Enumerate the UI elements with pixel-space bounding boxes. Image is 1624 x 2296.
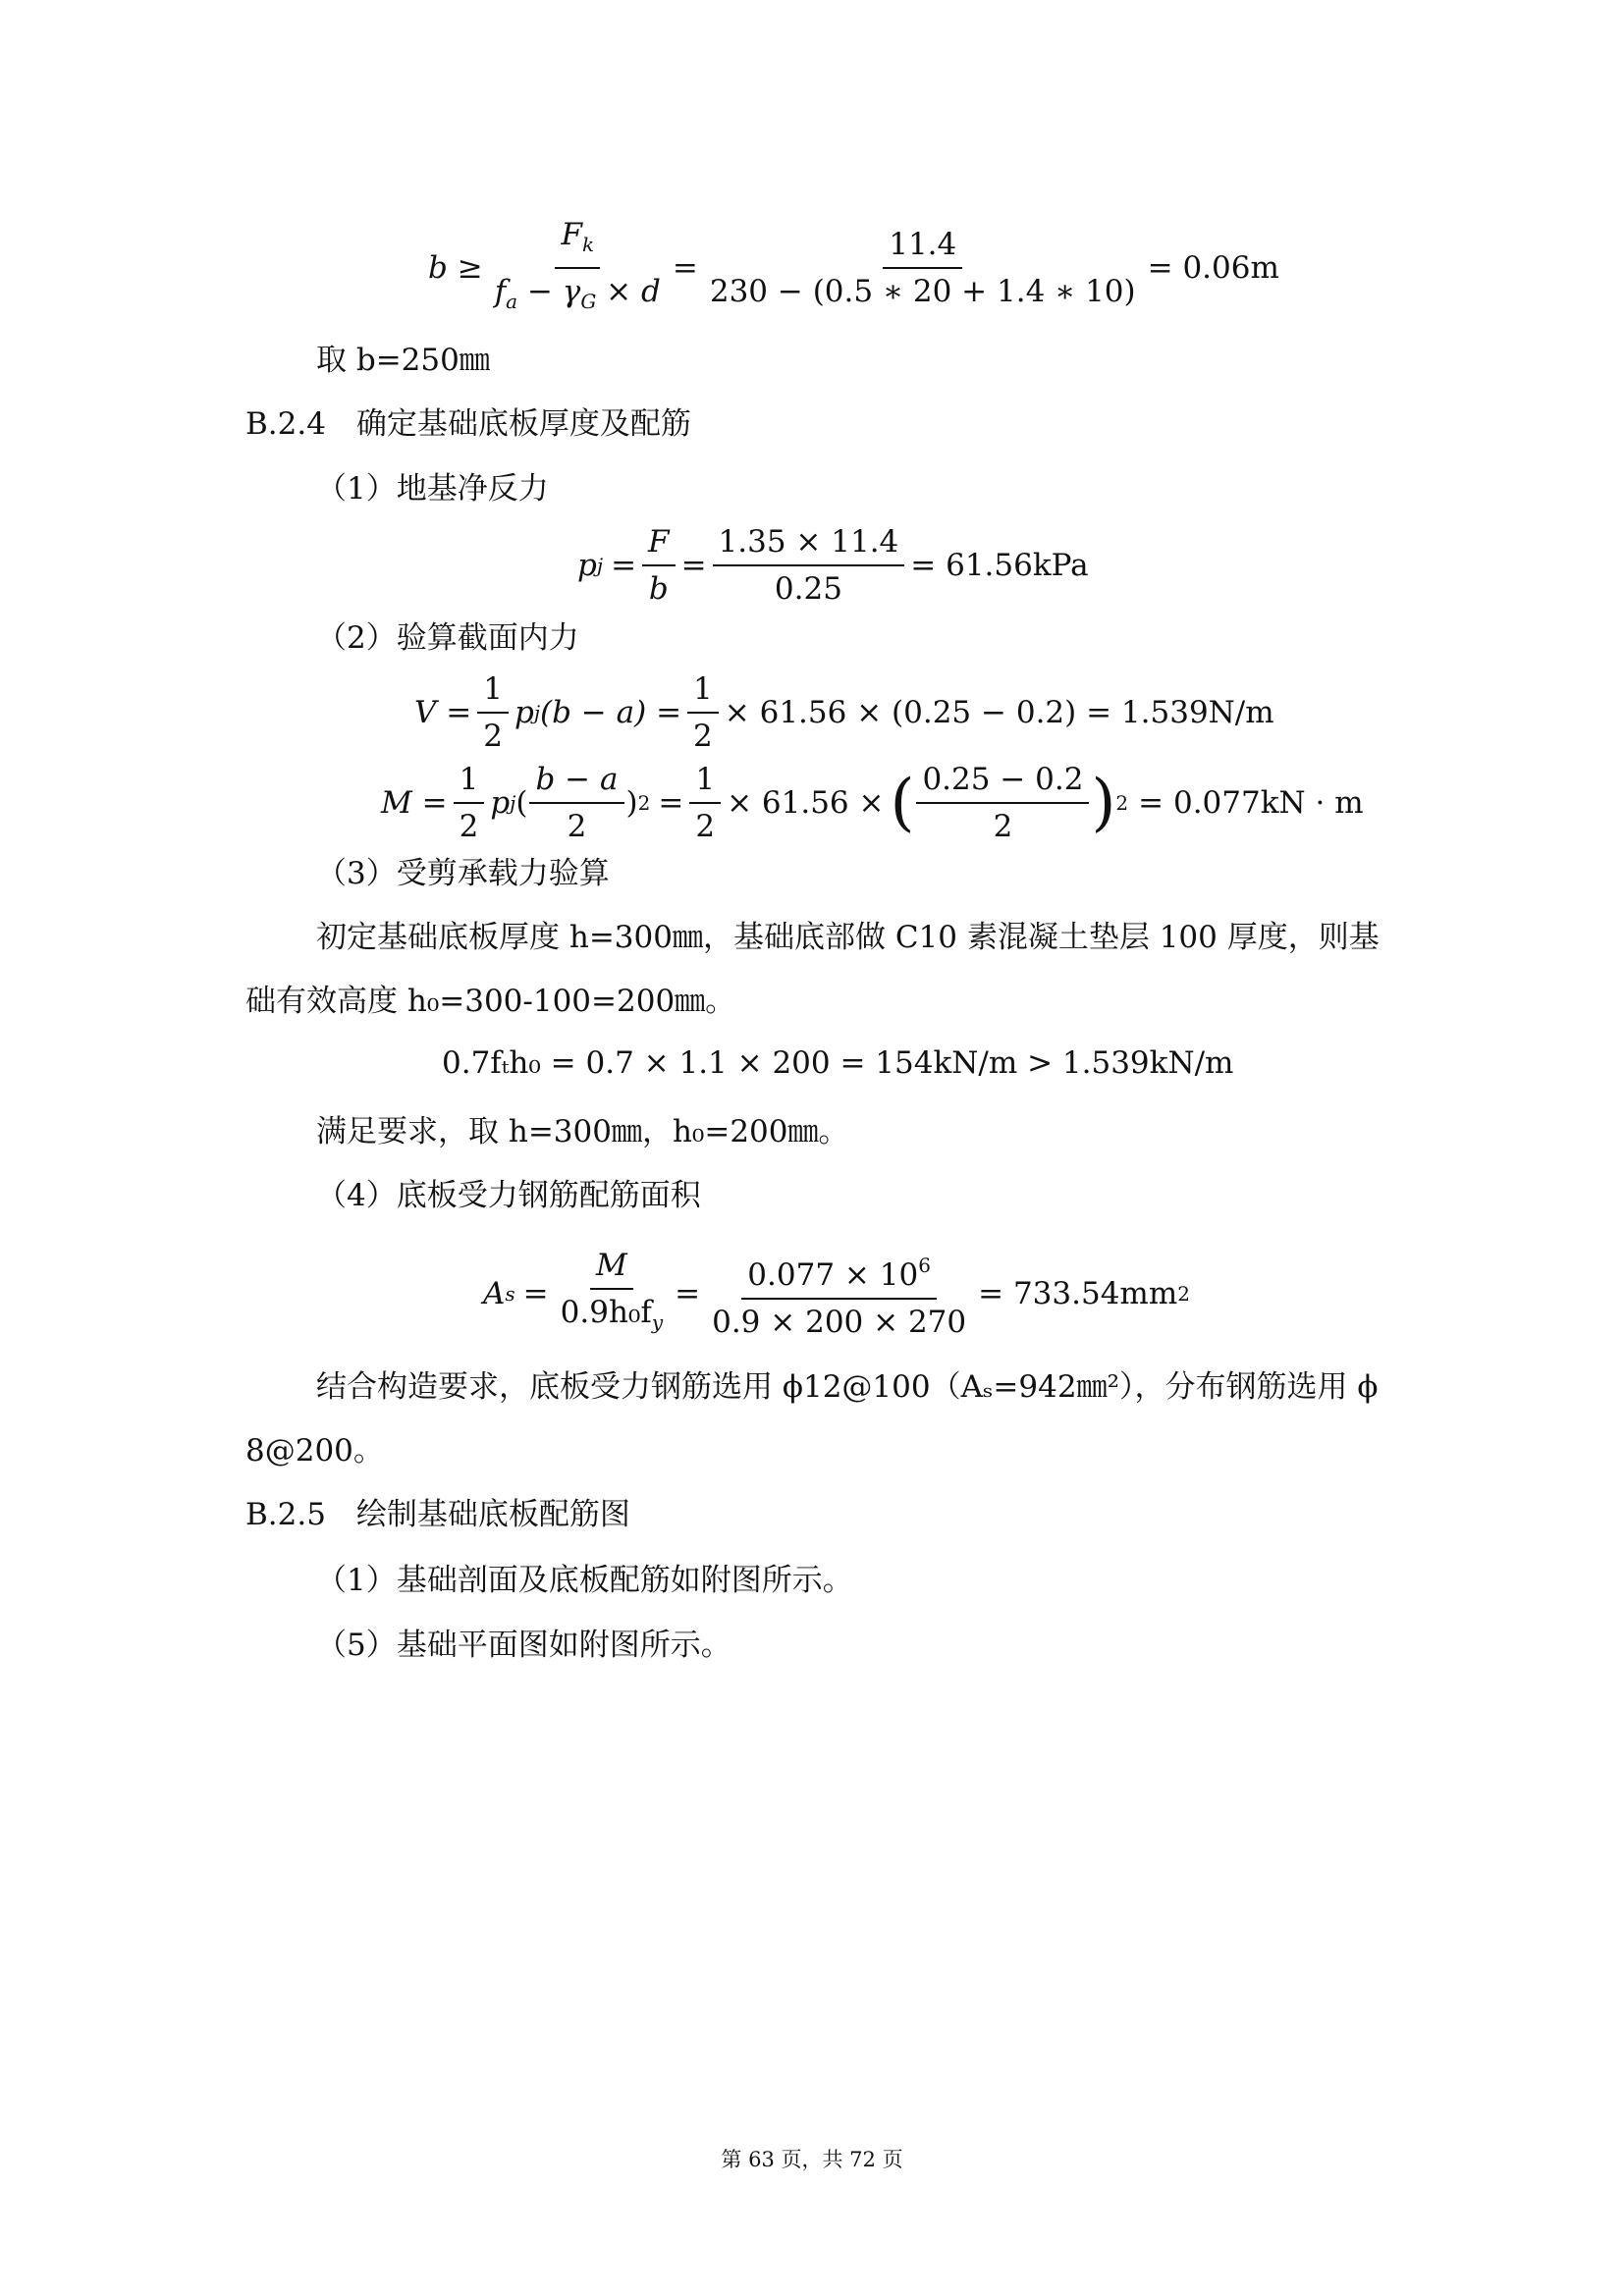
eq-as-f1-den-sub: y <box>651 1310 664 1334</box>
eq-m-f-den: 2 <box>993 809 1013 844</box>
eq-v-mid: (b − a) = <box>540 695 682 730</box>
eq-as-eq2: = <box>675 1276 701 1311</box>
eq-b-eq1: = <box>672 250 698 286</box>
eq-pj-eq1: = <box>611 548 637 583</box>
eq-b-f1-den-sub2: G <box>580 290 597 313</box>
eq-v-lhs: V = <box>414 695 472 730</box>
eq-as-lhs-sub: s <box>505 1282 515 1306</box>
eq-as-f1-num: M <box>590 1247 633 1290</box>
item-5b: （5）基础平面图如附图所示。 <box>316 1628 731 1663</box>
eq-pj-f1-den: b <box>648 571 669 607</box>
eq-pj-eq2: = <box>680 548 707 583</box>
section-b25-heading: B.2.5 绘制基础底板配筋图 <box>245 1497 630 1532</box>
eq-as-f2-den: 0.9 × 200 × 270 <box>712 1305 967 1340</box>
eq-m-big-open: ( <box>890 767 915 839</box>
eq-m-half <box>454 761 485 845</box>
eq-m-f-num: 0.25 − 0.2 <box>916 761 1089 804</box>
eq-b-f1-num: F <box>561 217 582 252</box>
eq-b-f2-den: 230 − (0.5 ∗ 20 + 1.4 ∗ 10) <box>709 274 1136 309</box>
eq-b-lhs: b ≥ <box>428 250 483 286</box>
eq-m-half2 <box>689 761 721 845</box>
paragraph-1-line-2: 础有效高度 h₀=300-100=200㎜。 <box>245 984 736 1019</box>
eq-pj-frac2 <box>713 523 905 608</box>
paragraph-2-line-2: 8@200。 <box>245 1433 384 1468</box>
eq-m-half2-den: 2 <box>695 809 716 844</box>
eq-m-ba <box>529 761 623 845</box>
equation-b <box>428 216 1279 320</box>
eq-v-half2-den: 2 <box>693 719 713 754</box>
eq-b-f1-den-mid: − γ <box>526 274 581 309</box>
eq-v-half-num: 1 <box>477 670 509 714</box>
eq-b-f2-num: 11.4 <box>883 226 962 269</box>
eq-pj-rhs: = 61.56kPa <box>910 548 1089 583</box>
eq-pj-frac1 <box>642 523 676 608</box>
eq-m-half-den: 2 <box>459 809 479 844</box>
section-b24-heading: B.2.4 确定基础底板厚度及配筋 <box>245 406 691 442</box>
eq-m-open-paren: ( <box>515 785 528 821</box>
eq-v-half <box>477 670 509 755</box>
paragraph-1-line-1: 初定基础底板厚度 h=300㎜，基础底部做 C10 素混凝土垫层 100 厚度，则基 <box>316 920 1380 955</box>
eq-as-rhs-sup: 2 <box>1177 1282 1190 1306</box>
eq-b-f1-num-sub: k <box>581 233 595 256</box>
eq-as-frac1 <box>555 1247 669 1341</box>
eq-v-rhs: × 61.56 × (0.25 − 0.2) = 1.539N/m <box>724 695 1274 730</box>
item-1: （1）地基净反力 <box>316 471 549 507</box>
eq-m-eq2: = <box>658 785 684 821</box>
equation-pj <box>577 523 1089 608</box>
eq-m-close-paren: ) <box>625 785 638 821</box>
eq-v-pj-sub: j <box>533 701 541 724</box>
eq-b-frac1 <box>489 216 667 320</box>
eq-m-frac <box>916 761 1089 845</box>
eq-pj-f1-num: F <box>642 523 676 566</box>
eq-b-frac2 <box>704 226 1142 310</box>
item-5a: （1）基础剖面及底板配筋如附图所示。 <box>316 1563 853 1598</box>
eq-v-half2 <box>687 670 719 755</box>
eq-m-ba-den: 2 <box>567 809 587 844</box>
equation-shear: 0.7fₜh₀ = 0.7 × 1.1 × 200 = 154kN/m > 1.539kN/m <box>442 1045 1234 1081</box>
eq-m-big-close: ) <box>1091 767 1116 839</box>
eq-as-f2-num-sup: 6 <box>918 1254 931 1277</box>
eq-m-pj-sub: j <box>510 791 516 815</box>
eq-b-f1-den: f <box>494 274 507 309</box>
satisfy-line: 满足要求，取 h=300㎜，h₀=200㎜。 <box>316 1114 849 1149</box>
eq-pj-lhs: p <box>577 548 597 583</box>
eq-pj-f2-den: 0.25 <box>774 571 842 607</box>
eq-m-pj: p <box>490 785 511 821</box>
item-2: （2）验算截面内力 <box>316 620 579 656</box>
eq-pj-f2-num: 1.35 × 11.4 <box>713 523 905 566</box>
eq-m-half-num: 1 <box>454 761 485 804</box>
equation-m <box>381 761 1364 845</box>
eq-m-half2-num: 1 <box>689 761 721 804</box>
eq-m-rhs: = 0.077kN · m <box>1138 785 1364 821</box>
eq-m-mid: × 61.56 × <box>727 785 885 821</box>
eq-as-eq1: = <box>522 1276 549 1311</box>
eq-as-f1-den: 0.9h₀f <box>560 1295 652 1330</box>
eq-v-half2-num: 1 <box>687 670 719 714</box>
item-3: （3）受剪承载力验算 <box>316 856 610 891</box>
eq-b-rhs: = 0.06m <box>1147 250 1279 286</box>
paragraph-2-line-1: 结合构造要求，底板受力钢筋选用 ϕ12@100（Aₛ=942㎜²），分布钢筋选用 ϕ <box>316 1369 1379 1405</box>
eq-v-half-den: 2 <box>483 719 503 754</box>
page-footer: 第 63 页，共 72 页 <box>721 2148 903 2171</box>
take-b-line: 取 b=250㎜ <box>316 343 490 378</box>
eq-m-sq: 2 <box>637 791 651 815</box>
eq-as-rhs: = 733.54mm <box>978 1276 1178 1311</box>
eq-as-frac2 <box>706 1247 972 1341</box>
equation-v <box>414 670 1274 755</box>
eq-b-f1-den-end: × d <box>606 274 661 309</box>
eq-pj-lhs-sub: j <box>596 554 604 577</box>
item-4: （4）底板受力钢筋配筋面积 <box>316 1178 701 1213</box>
eq-m-sq2: 2 <box>1115 791 1129 815</box>
eq-as-f2-num: 0.077 × 10 <box>747 1257 919 1293</box>
eq-m-ba-num: b − a <box>529 761 623 804</box>
equation-as <box>483 1247 1190 1341</box>
eq-b-f1-den-sub: a <box>506 290 518 313</box>
eq-as-lhs: A <box>483 1276 506 1311</box>
eq-m-lhs: M = <box>381 785 448 821</box>
eq-v-pj: p <box>514 695 534 730</box>
